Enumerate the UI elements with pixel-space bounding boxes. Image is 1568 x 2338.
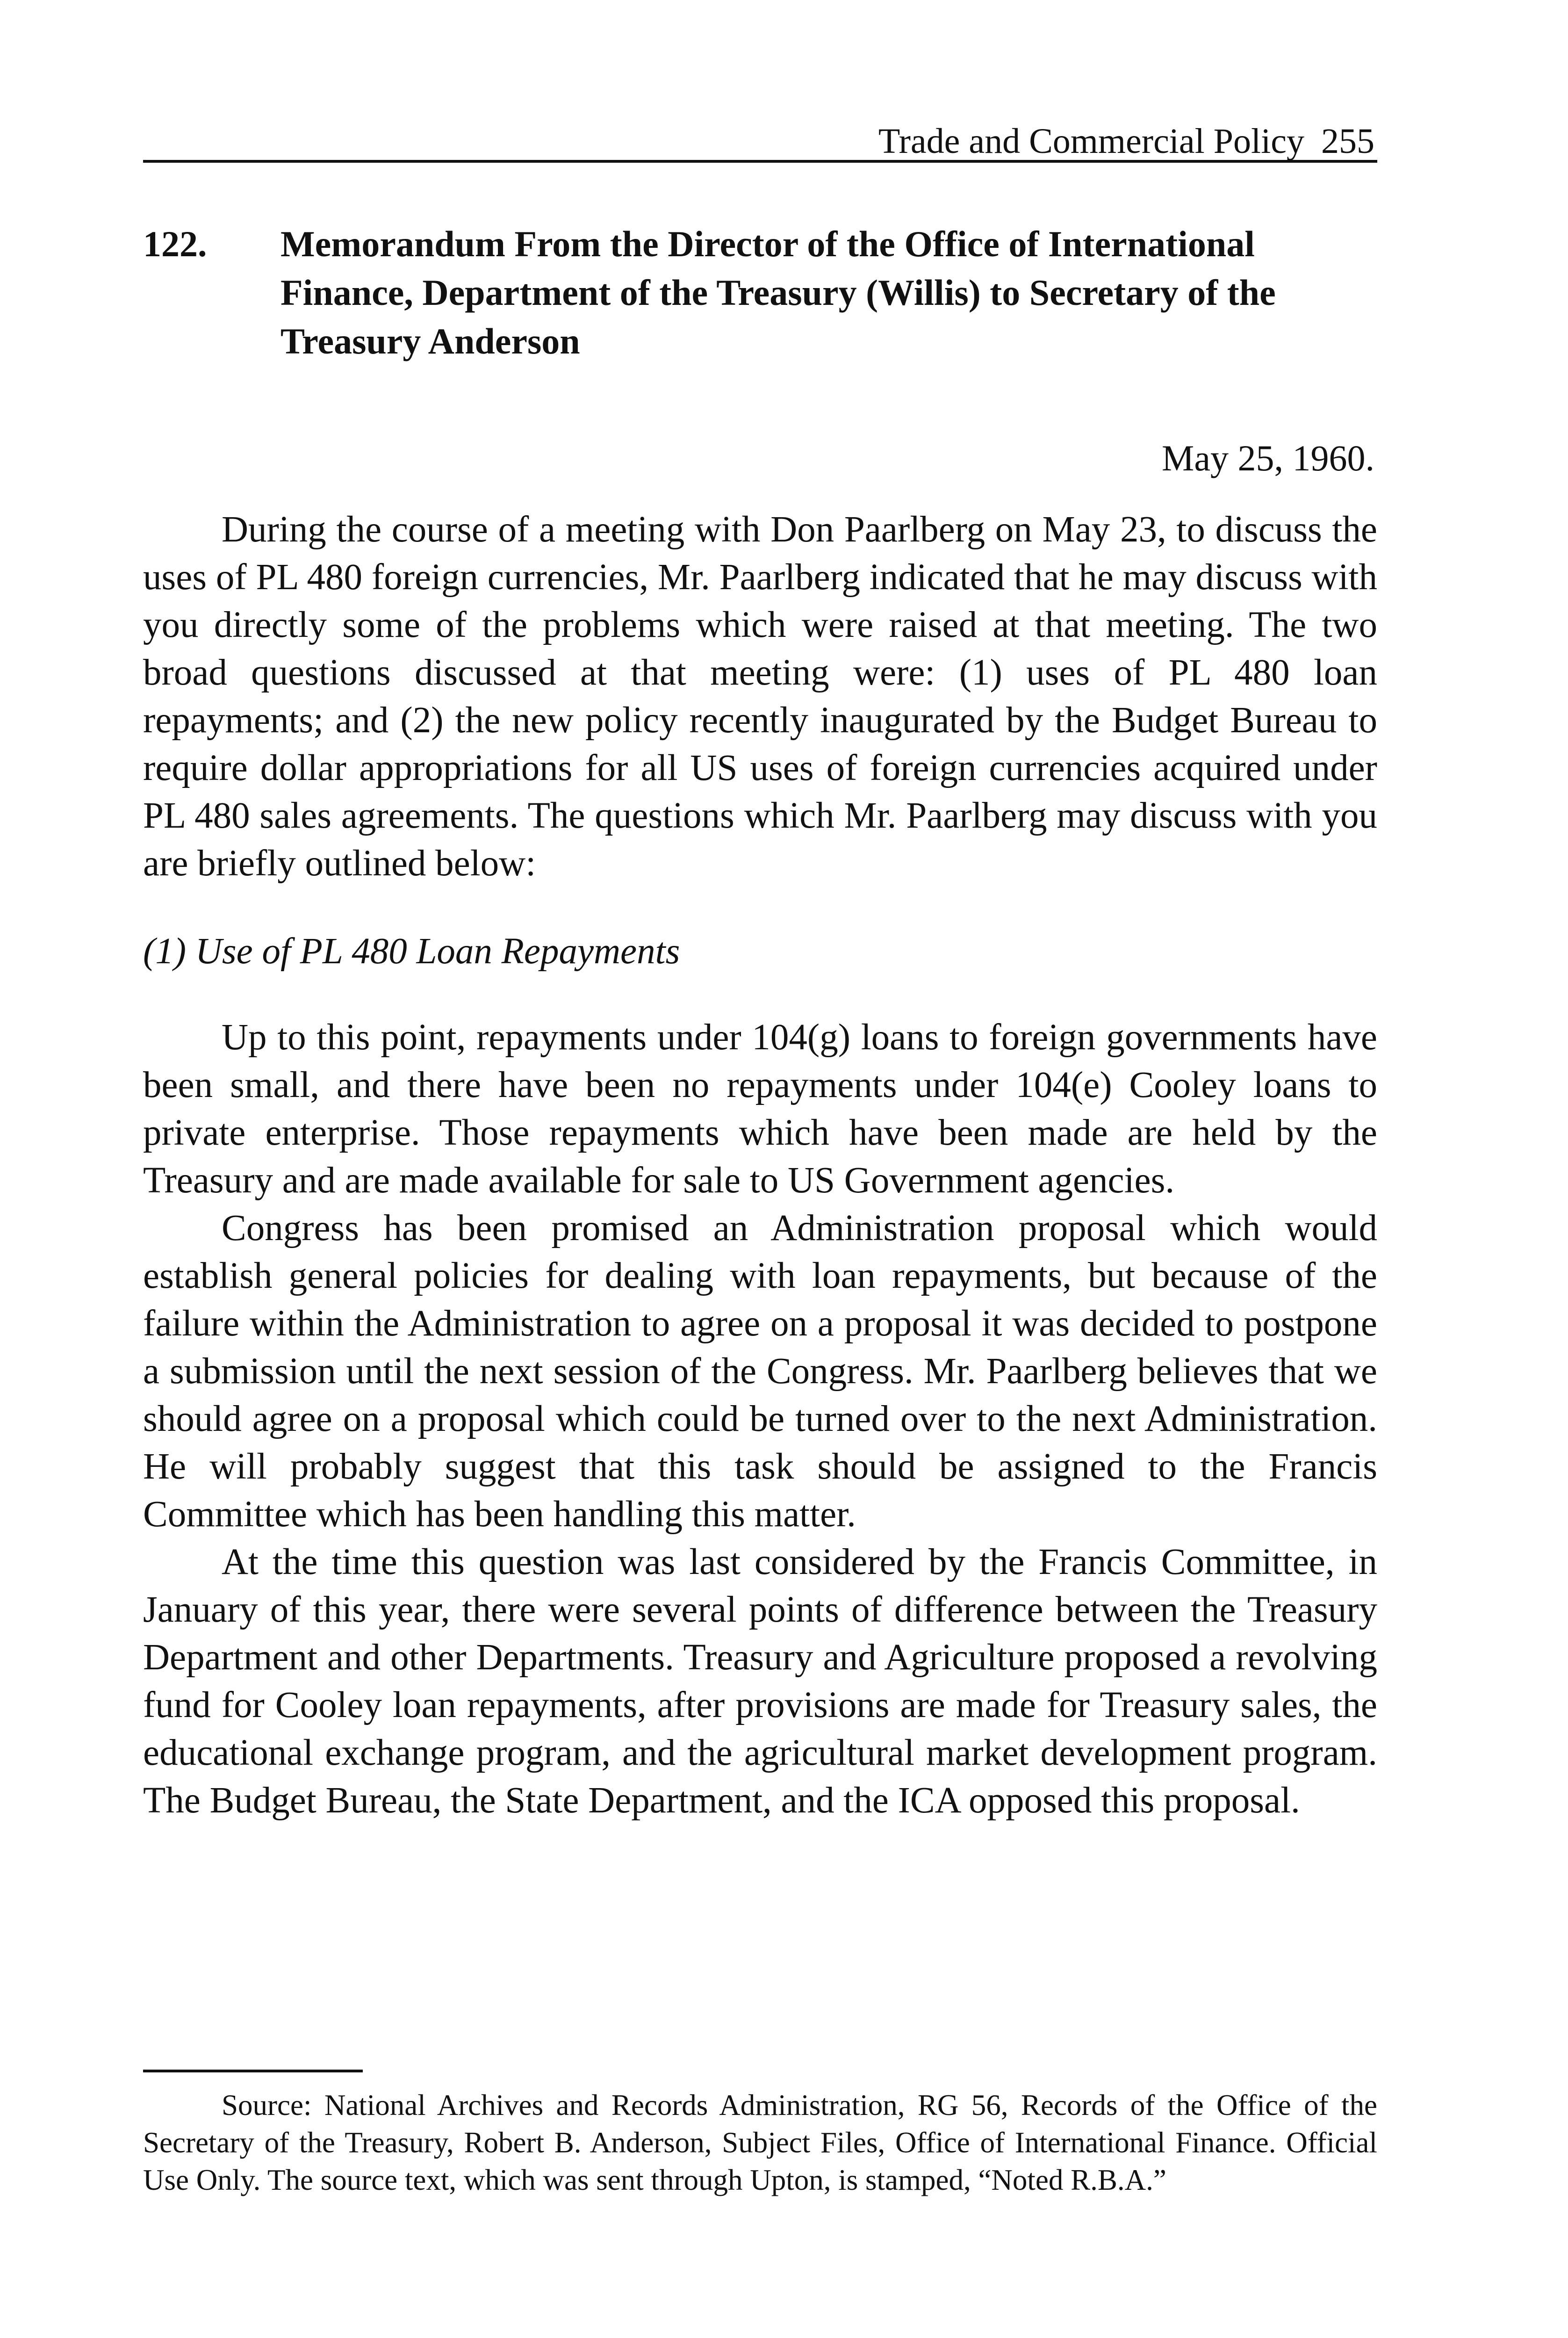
- paragraph-2: Congress has been promised an Administration proposal which would establish general policies for dealing with loan repayments, but because of the failure within the Administration to agree on a proposal it was decided to postpone a submission until the next session of the Congress. Mr. Paarlberg believes that we should agree on a proposal which could be turned over to the next Administration. He will probably suggest that this task should be assigned to the Francis Committee which has been handling this matter.: [143, 1208, 1377, 1535]
- running-head: [143, 123, 1377, 163]
- paragraph-1: Up to this point, repayments under 104(g) loans to foreign governments have been small, and there have been no repayments under 104(e) Cooley loans to private enterprise. Those repayments which have been made are held by the Treasury and are made available for sale to US Government agencies.: [143, 1017, 1377, 1201]
- running-head-title: Trade and Commercial Policy: [878, 122, 1304, 161]
- document-page: [143, 0, 1377, 2338]
- dateline: May 25, 1960.: [1162, 438, 1374, 478]
- section-heading: (1) Use of PL 480 Loan Repayments: [143, 931, 680, 972]
- document-heading: [143, 220, 1377, 366]
- footnote-rule: [143, 2070, 363, 2072]
- document-number: 122.: [143, 224, 207, 264]
- document-title: Memorandum From the Director of the Office of International Finance, Department of the Treasury (Willis) to Secretary of the Treasury Anderson: [281, 224, 1276, 361]
- source-footnote: Source: National Archives and Records Administration, RG 56, Records of the Office of the Secretary of the Treasury, Robert B. Anderson, Subject Files, Office of International Finance. Official Use Only. The source text, which was sent through Upton, is stamped, “Noted R.B.A.”: [143, 2089, 1377, 2196]
- paragraph-3: At the time this question was last considered by the Francis Committee, in January of this year, there were several points of difference between the Treasury Department and other Departments. Treasury and Agriculture proposed a revolving fund for Cooley loan repayments, after provisions are made for Treasury sales, the educational exchange program, and the agricultural market development program. The Budget Bureau, the State Department, and the ICA opposed this proposal.: [143, 1542, 1377, 1821]
- running-head-text: [878, 123, 1374, 160]
- intro-paragraph: During the course of a meeting with Don Paarlberg on May 23, to discuss the uses of PL 480 foreign currencies, Mr. Paarlberg indicated that he may discuss with you directly some of the problems which were raised at that meeting. The two broad questions discussed at that meeting were: (1) uses of PL 480 loan repayments; and (2) the new policy recently inaugurated by the Budget Bureau to require dollar appropriations for all US uses of foreign currencies acquired under PL 480 sales agreements. The questions which Mr. Paarlberg may discuss with you are briefly outlined below:: [143, 509, 1377, 884]
- body-text: [143, 506, 1377, 1825]
- page-number: 255: [1321, 122, 1374, 161]
